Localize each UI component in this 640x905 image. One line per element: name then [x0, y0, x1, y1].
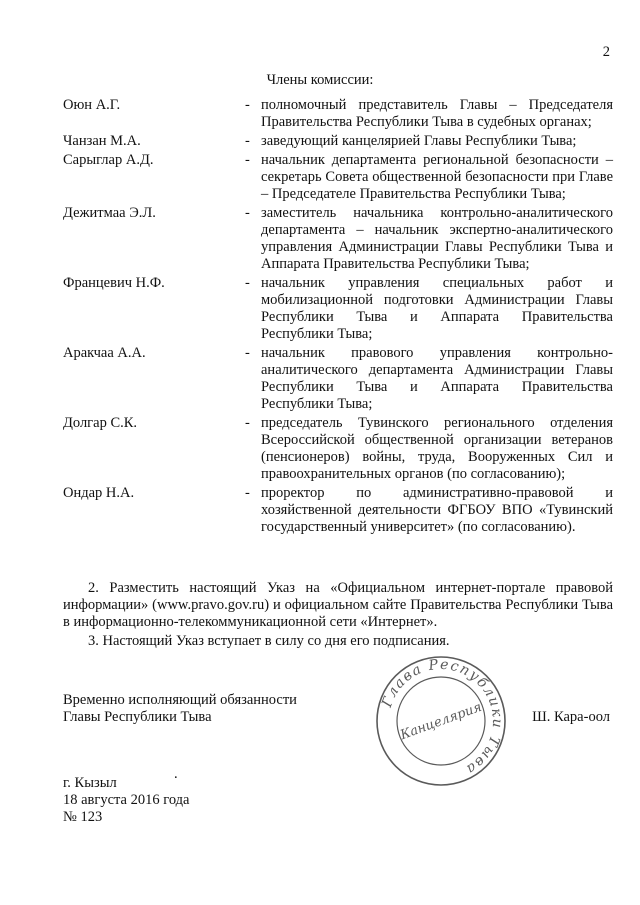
member-position: заместитель начальника контрольно-аналитического департамента – начальник экспертно-аналитического управления Администрации Главы Республики Тыва и Аппарата Правительства Республики Тыва; — [261, 205, 613, 272]
member-name: Оюн А.Г. — [63, 97, 121, 113]
signatory-title — [63, 692, 297, 726]
member-row — [63, 152, 613, 203]
member-position: полномочный представитель Главы – Председателя Правительства Республики Тыва в судебных органах; — [261, 97, 613, 130]
svg-text:Глава Республики Тыва: Глава Республики Тыва — [379, 656, 506, 778]
decree-paragraphs — [63, 580, 613, 652]
member-row — [63, 345, 613, 413]
member-name: Францевич Н.Ф. — [63, 275, 165, 291]
document-footer — [63, 775, 189, 826]
decree-paragraph-3: 3. Настоящий Указ вступает в силу со дня его подписания. — [88, 633, 450, 649]
member-name: Дежитмаа Э.Л. — [63, 205, 156, 221]
member-row — [63, 415, 613, 483]
decree-paragraph-2: 2. Разместить настоящий Указ на «Официальном интернет-портале правовой информации» (www.pravo.gov.ru) и официальном сайте Правительства Республики Тыва в информационно-телекоммуникационной сети «Интернет». — [63, 580, 613, 630]
member-position: председатель Тувинского регионального отделения Всероссийской общественной организации ветеранов (пенсионеров) войны, труда, Вооруженных Сил и правоохранительных органов (по согласованию); — [261, 415, 613, 482]
member-position: начальник департамента региональной безопасности – секретарь Совета общественной безопасности при Главе – Председателе Правительства Республики Тыва; — [261, 152, 613, 202]
member-row — [63, 485, 613, 536]
members-title: Члены комиссии: — [266, 72, 374, 88]
member-name: Сарыглар А.Д. — [63, 152, 154, 168]
member-row — [63, 275, 613, 343]
member-name: Долгар С.К. — [63, 415, 138, 431]
member-row — [63, 205, 613, 273]
member-row — [63, 97, 613, 131]
issue-city: г. Кызыл — [63, 775, 117, 791]
page-number: 2 — [602, 44, 610, 60]
member-position: начальник правового управления контрольно-аналитического департамента Администрации Главы Республики Тыва и Аппарата Правительства Республики Тыва; — [261, 345, 613, 412]
member-separator: - — [245, 152, 250, 168]
member-position: заведующий канцелярией Главы Республики Тыва; — [261, 133, 577, 149]
member-row — [63, 133, 613, 150]
member-position: начальник управления специальных работ и мобилизационной подготовки Администрации Главы Республики Тыва и Аппарата Правительства Республики Тыва; — [261, 275, 613, 342]
signatory-name: Ш. Кара-оол — [532, 709, 610, 725]
footer-dot: . — [174, 766, 178, 782]
decree-number: № 123 — [63, 809, 103, 825]
member-name: Чанзан М.А. — [63, 133, 141, 149]
member-name: Аракчаа А.А. — [63, 345, 146, 361]
members-list — [63, 97, 613, 538]
member-separator: - — [245, 345, 250, 361]
signatory-title-line1: Временно исполняющий обязанности — [63, 692, 297, 708]
issue-date: 18 августа 2016 года — [63, 792, 190, 808]
member-name: Ондар Н.А. — [63, 485, 135, 501]
member-separator: - — [245, 205, 250, 221]
member-separator: - — [245, 133, 250, 149]
member-position: проректор по административно-правовой и хозяйственной деятельности ФГБОУ ВПО «Тувинский государственный университет» (по согласованию). — [261, 485, 613, 535]
member-separator: - — [245, 415, 250, 431]
svg-text:Канцелярия: Канцелярия — [398, 699, 484, 744]
member-separator: - — [245, 275, 250, 291]
member-separator: - — [245, 97, 250, 113]
signatory-title-line2: Главы Республики Тыва — [63, 709, 212, 725]
official-seal-stamp — [373, 653, 509, 789]
member-separator: - — [245, 485, 250, 501]
